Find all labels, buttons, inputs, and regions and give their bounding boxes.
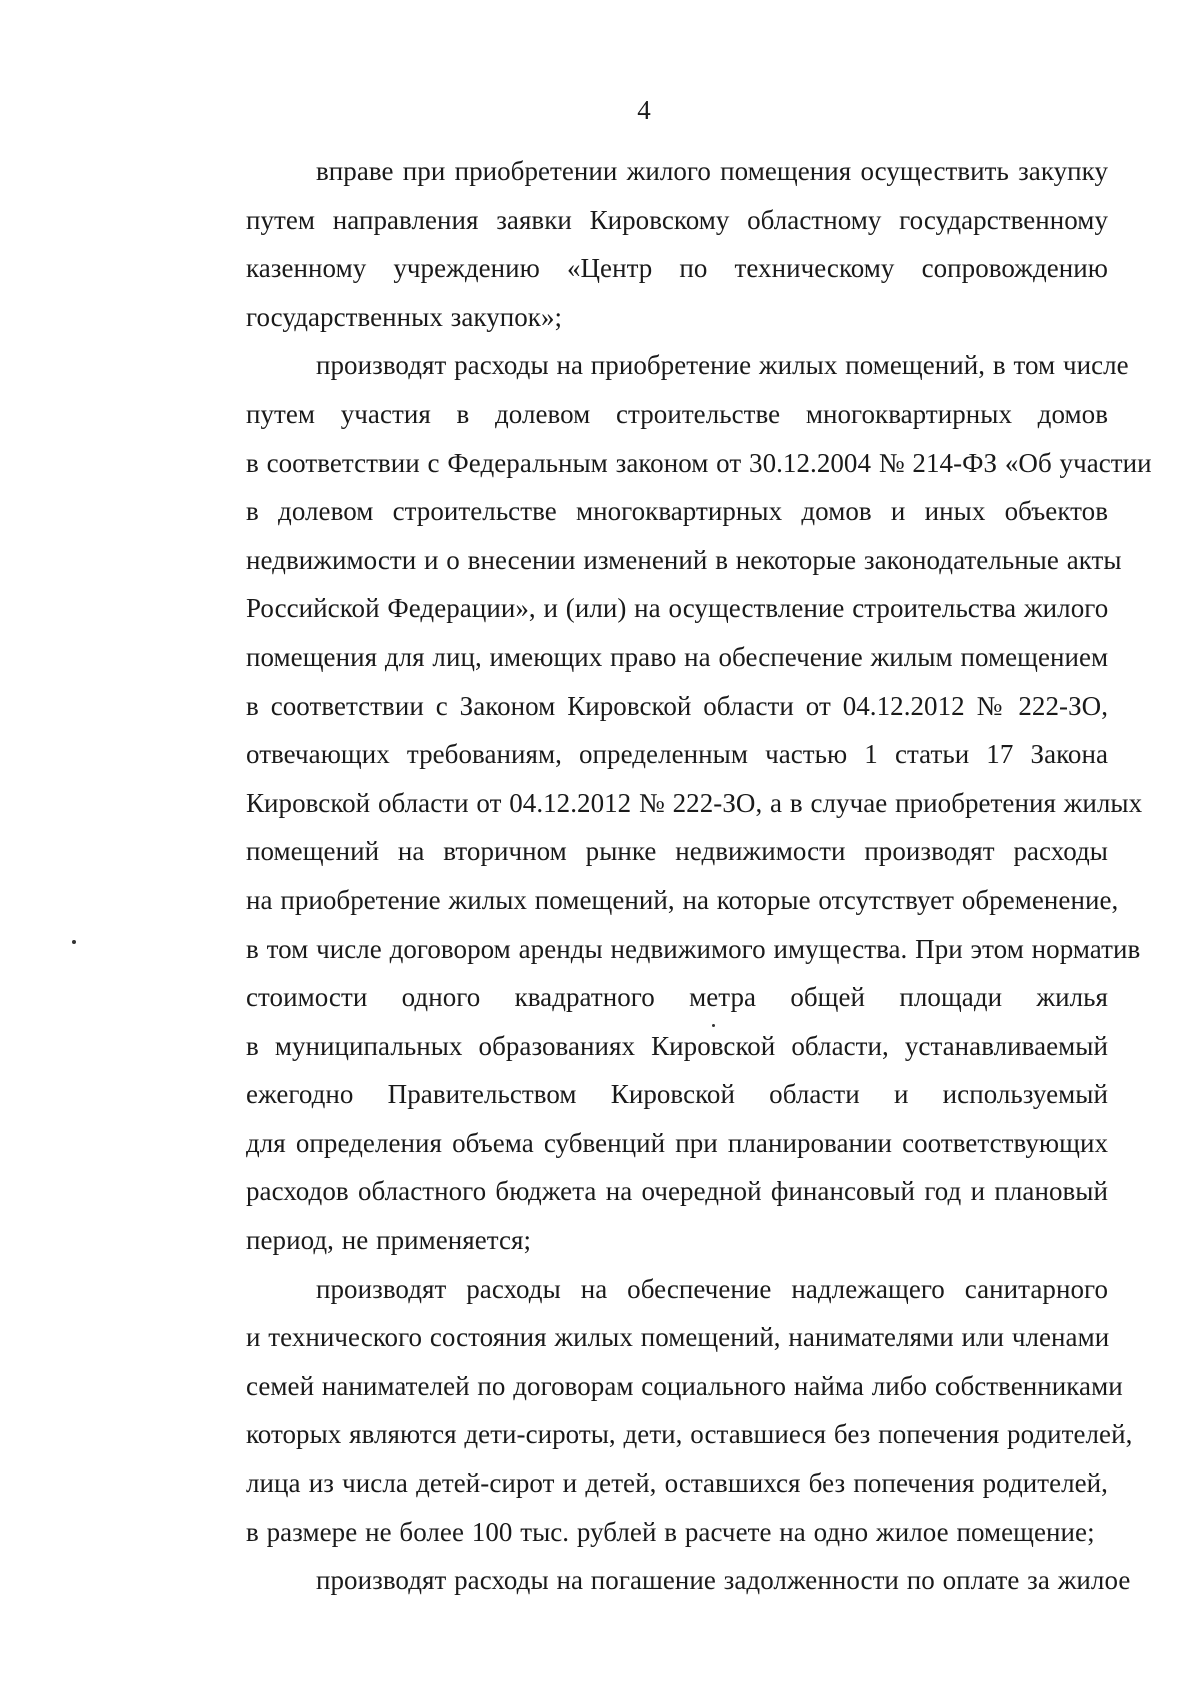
text-line: Российской Федерации», и (или) на осуществление строительства жилого <box>246 593 1109 624</box>
paragraph-housing-acquisition <box>176 341 1152 1264</box>
scan-speck <box>72 940 76 944</box>
text-line: отвечающих требованиям, определенным частью 1 статьи 17 Закона <box>246 739 1108 770</box>
text-line: в том числе договором аренды недвижимого имущества. При этом норматив <box>246 933 1141 964</box>
text-line: недвижимости и о внесении изменений в некоторые законодательные акты <box>246 544 1122 575</box>
text-line: производят расходы на приобретение жилых помещений, в том числе <box>316 350 1129 381</box>
text-line: период, не применяется; <box>246 1225 532 1256</box>
text-line: в размере не более 100 тыс. рублей в расчете на одно жилое помещение; <box>246 1516 1095 1547</box>
page-number: 4 <box>637 95 651 125</box>
body-text <box>176 147 1152 1605</box>
text-line: Кировской области от 04.12.2012 № 222-ЗО, а в случае приобретения жилых <box>246 787 1143 818</box>
text-line: стоимости одного квадратного метра общей площади жилья <box>246 982 1108 1013</box>
text-line: в соответствии с Федеральным законом от 30.12.2004 № 214-ФЗ «Об участии <box>246 447 1152 478</box>
text-line: производят расходы на погашение задолженности по оплате за жилое <box>316 1565 1131 1596</box>
text-line: производят расходы на обеспечение надлежащего санитарного <box>316 1273 1108 1304</box>
text-line: помещения для лиц, имеющих право на обеспечение жилым помещением <box>246 641 1109 672</box>
text-line: в соответствии с Законом Кировской области от 04.12.2012 № 222-ЗО, <box>246 690 1108 721</box>
text-line: государственных закупок»; <box>246 301 563 332</box>
text-line: ежегодно Правительством Кировской области и используемый <box>246 1079 1108 1110</box>
text-line: казенному учреждению «Центр по техническому сопровождению <box>246 253 1108 284</box>
text-line: в муниципальных образованиях Кировской области, устанавливаемый <box>246 1030 1108 1061</box>
text-line: путем участия в долевом строительстве многоквартирных домов <box>246 398 1108 429</box>
text-line: которых являются дети-сироты, дети, оставшиеся без попечения родителей, <box>246 1419 1133 1450</box>
text-line: лица из числа детей-сирот и детей, оставшихся без попечения родителей, <box>246 1468 1108 1499</box>
text-line: путем направления заявки Кировскому областному государственному <box>246 204 1108 235</box>
text-line: помещений на вторичном рынке недвижимости производят расходы <box>246 836 1108 867</box>
paragraph-debt-repayment <box>176 1556 1131 1605</box>
text-line: в долевом строительстве многоквартирных домов и иных объектов <box>246 496 1108 527</box>
scan-speck <box>712 1024 715 1027</box>
text-line: для определения объема субвенций при планировании соответствующих <box>246 1127 1108 1158</box>
text-line: на приобретение жилых помещений, на которые отсутствует обременение, <box>246 884 1119 915</box>
text-line: вправе при приобретении жилого помещения осуществить закупку <box>316 156 1108 186</box>
paragraph-sanitary-condition <box>176 1265 1133 1557</box>
paragraph-procurement <box>176 147 1108 341</box>
text-line: семей нанимателей по договорам социального найма либо собственниками <box>246 1370 1123 1401</box>
text-line: расходов областного бюджета на очередной финансовый год и плановый <box>246 1176 1108 1207</box>
text-line: и технического состояния жилых помещений, нанимателями или членами <box>246 1322 1110 1353</box>
